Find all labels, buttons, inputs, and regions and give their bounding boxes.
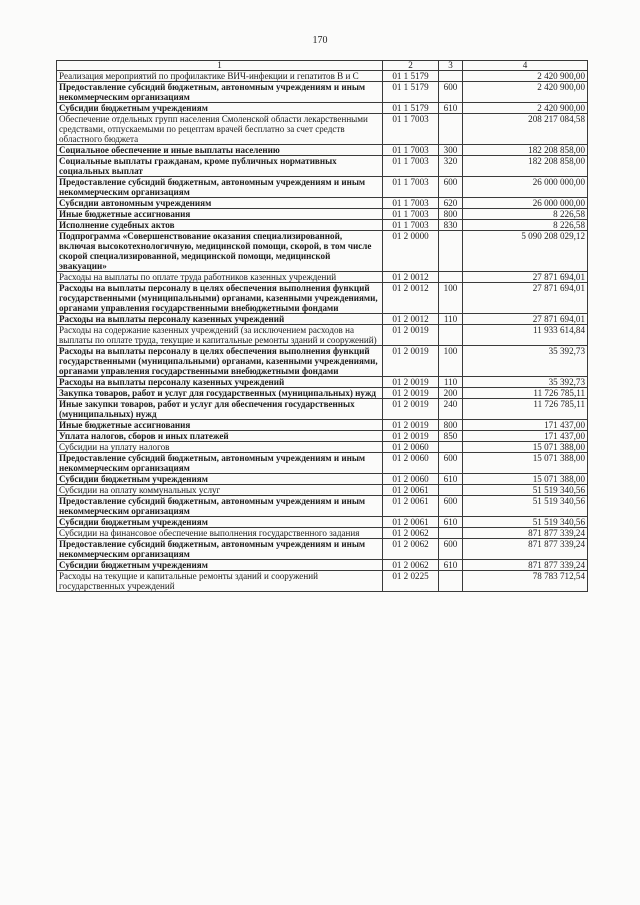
table-row — [57, 177, 588, 198]
table-row — [57, 474, 588, 485]
row-target-code: 01 2 0062 — [383, 539, 439, 560]
row-amount: 51 519 340,56 — [463, 517, 588, 528]
row-expense-type — [439, 114, 463, 145]
row-target-code: 01 1 7003 — [383, 209, 439, 220]
row-expense-type — [439, 71, 463, 82]
row-expense-type: 110 — [439, 314, 463, 325]
table-row — [57, 388, 588, 399]
row-description: Субсидии на финансовое обеспечение выполнения государственного задания — [57, 528, 383, 539]
row-description: Расходы на выплаты персоналу в целях обеспечения выполнения функций государственными (муниципальными) органами, казенными учреждениями, органами управления государственными внебюджетными фондами — [57, 283, 383, 314]
row-description: Расходы на текущие и капитальные ремонты зданий и сооружений государственных учреждений — [57, 571, 383, 592]
header-col-4: 4 — [463, 61, 588, 71]
row-expense-type: 610 — [439, 517, 463, 528]
row-target-code: 01 2 0061 — [383, 485, 439, 496]
row-amount: 11 726 785,11 — [463, 388, 588, 399]
row-target-code: 01 1 7003 — [383, 177, 439, 198]
row-target-code: 01 2 0062 — [383, 560, 439, 571]
row-amount: 27 871 694,01 — [463, 272, 588, 283]
row-expense-type: 620 — [439, 198, 463, 209]
row-expense-type — [439, 442, 463, 453]
row-description: Расходы на выплаты по оплате труда работников казенных учреждений — [57, 272, 383, 283]
table-row — [57, 453, 588, 474]
row-description: Субсидии бюджетным учреждениям — [57, 517, 383, 528]
row-description: Предоставление субсидий бюджетным, автономным учреждениям и иным некоммерческим организациям — [57, 82, 383, 103]
table-row — [57, 528, 588, 539]
row-expense-type: 610 — [439, 103, 463, 114]
row-amount: 15 071 388,00 — [463, 453, 588, 474]
table-row — [57, 114, 588, 145]
row-target-code: 01 2 0019 — [383, 325, 439, 346]
row-amount: 182 208 858,00 — [463, 145, 588, 156]
table-row — [57, 198, 588, 209]
row-amount: 15 071 388,00 — [463, 442, 588, 453]
row-target-code: 01 2 0060 — [383, 442, 439, 453]
row-amount: 2 420 900,00 — [463, 82, 588, 103]
row-description: Иные бюджетные ассигнования — [57, 209, 383, 220]
table-row — [57, 346, 588, 377]
row-target-code: 01 2 0019 — [383, 431, 439, 442]
row-target-code: 01 2 0012 — [383, 283, 439, 314]
row-amount: 871 877 339,24 — [463, 560, 588, 571]
row-target-code: 01 2 0060 — [383, 453, 439, 474]
row-target-code: 01 1 7003 — [383, 220, 439, 231]
header-col-3: 3 — [439, 61, 463, 71]
row-expense-type: 800 — [439, 209, 463, 220]
row-description: Расходы на содержание казенных учреждений (за исключением расходов на выплаты по оплате труда, текущие и капитальные ремонты зданий и сооружений) — [57, 325, 383, 346]
row-target-code: 01 1 7003 — [383, 156, 439, 177]
row-expense-type: 100 — [439, 283, 463, 314]
row-amount: 35 392,73 — [463, 377, 588, 388]
row-description: Иные закупки товаров, работ и услуг для обеспечения государственных (муниципальных) нужд — [57, 399, 383, 420]
row-amount: 5 090 208 029,12 — [463, 231, 588, 272]
row-description: Субсидии на уплату налогов — [57, 442, 383, 453]
row-target-code: 01 2 0012 — [383, 314, 439, 325]
row-target-code: 01 2 0225 — [383, 571, 439, 592]
row-description: Расходы на выплаты персоналу в целях обеспечения выполнения функций государственными (муниципальными) органами, казенными учреждениями, органами управления государственными внебюджетными фондами — [57, 346, 383, 377]
row-target-code: 01 2 0019 — [383, 377, 439, 388]
table-row — [57, 325, 588, 346]
row-amount: 15 071 388,00 — [463, 474, 588, 485]
row-target-code: 01 2 0062 — [383, 528, 439, 539]
row-description: Социальное обеспечение и иные выплаты населению — [57, 145, 383, 156]
table-row — [57, 571, 588, 592]
row-description: Подпрограмма «Совершенствование оказания специализированной, включая высокотехнологичную, медицинской помощи, скорой, в том числе скорой специализированной, медицинской помощи, медицинской эвакуации» — [57, 231, 383, 272]
row-description: Предоставление субсидий бюджетным, автономным учреждениям и иным некоммерческим организациям — [57, 496, 383, 517]
row-expense-type: 240 — [439, 399, 463, 420]
row-target-code: 01 2 0019 — [383, 388, 439, 399]
row-description: Исполнение судебных актов — [57, 220, 383, 231]
row-target-code: 01 1 5179 — [383, 71, 439, 82]
row-target-code: 01 2 0060 — [383, 474, 439, 485]
row-amount: 35 392,73 — [463, 346, 588, 377]
row-description: Реализация мероприятий по профилактике ВИЧ-инфекции и гепатитов В и С — [57, 71, 383, 82]
table-row — [57, 103, 588, 114]
row-expense-type: 600 — [439, 539, 463, 560]
row-expense-type — [439, 231, 463, 272]
table-body — [57, 71, 588, 592]
row-amount: 2 420 900,00 — [463, 71, 588, 82]
table-row — [57, 377, 588, 388]
row-amount: 27 871 694,01 — [463, 314, 588, 325]
table-row — [57, 539, 588, 560]
row-target-code: 01 1 7003 — [383, 114, 439, 145]
row-amount: 8 226,58 — [463, 220, 588, 231]
row-target-code: 01 1 7003 — [383, 198, 439, 209]
row-description: Предоставление субсидий бюджетным, автономным учреждениям и иным некоммерческим организациям — [57, 453, 383, 474]
budget-table — [56, 60, 588, 592]
row-description: Социальные выплаты гражданам, кроме публичных нормативных социальных выплат — [57, 156, 383, 177]
row-expense-type — [439, 325, 463, 346]
table-row — [57, 231, 588, 272]
table-row — [57, 485, 588, 496]
table-row — [57, 496, 588, 517]
row-target-code: 01 1 5179 — [383, 103, 439, 114]
row-description: Субсидии бюджетным учреждениям — [57, 560, 383, 571]
row-amount: 11 726 785,11 — [463, 399, 588, 420]
row-amount: 208 217 084,58 — [463, 114, 588, 145]
row-expense-type: 610 — [439, 560, 463, 571]
row-expense-type: 830 — [439, 220, 463, 231]
row-amount: 182 208 858,00 — [463, 156, 588, 177]
row-description: Субсидии автономным учреждениям — [57, 198, 383, 209]
row-target-code: 01 2 0012 — [383, 272, 439, 283]
row-description: Иные бюджетные ассигнования — [57, 420, 383, 431]
row-expense-type: 850 — [439, 431, 463, 442]
table-row — [57, 145, 588, 156]
row-amount: 8 226,58 — [463, 209, 588, 220]
table-row — [57, 283, 588, 314]
row-target-code: 01 2 0061 — [383, 496, 439, 517]
row-expense-type: 600 — [439, 453, 463, 474]
row-amount: 78 783 712,54 — [463, 571, 588, 592]
row-expense-type: 100 — [439, 346, 463, 377]
table-row — [57, 209, 588, 220]
row-target-code: 01 1 7003 — [383, 145, 439, 156]
table-row — [57, 156, 588, 177]
table-row — [57, 272, 588, 283]
table-row — [57, 71, 588, 82]
row-description: Закупка товаров, работ и услуг для государственных (муниципальных) нужд — [57, 388, 383, 399]
table-row — [57, 560, 588, 571]
row-expense-type: 110 — [439, 377, 463, 388]
row-amount: 51 519 340,56 — [463, 496, 588, 517]
row-target-code: 01 2 0019 — [383, 420, 439, 431]
row-target-code: 01 1 5179 — [383, 82, 439, 103]
row-amount: 871 877 339,24 — [463, 539, 588, 560]
table-row — [57, 442, 588, 453]
row-expense-type: 320 — [439, 156, 463, 177]
row-description: Субсидии бюджетным учреждениям — [57, 474, 383, 485]
table-row — [57, 517, 588, 528]
table-row — [57, 420, 588, 431]
row-description: Расходы на выплаты персоналу казенных учреждений — [57, 314, 383, 325]
row-amount: 171 437,00 — [463, 420, 588, 431]
table-row — [57, 82, 588, 103]
row-target-code: 01 2 0061 — [383, 517, 439, 528]
page-number: 170 — [312, 35, 328, 46]
row-amount: 51 519 340,56 — [463, 485, 588, 496]
row-description: Уплата налогов, сборов и иных платежей — [57, 431, 383, 442]
row-description: Предоставление субсидий бюджетным, автономным учреждениям и иным некоммерческим организациям — [57, 177, 383, 198]
row-target-code: 01 2 0019 — [383, 346, 439, 377]
header-row — [57, 61, 588, 71]
row-description: Субсидии на оплату коммунальных услуг — [57, 485, 383, 496]
table-row — [57, 399, 588, 420]
row-expense-type: 300 — [439, 145, 463, 156]
header-col-2: 2 — [383, 61, 439, 71]
row-amount: 26 000 000,00 — [463, 177, 588, 198]
row-description: Обеспечение отдельных групп населения Смоленской области лекарственными средствами, отпускаемыми по рецептам врачей бесплатно за счет средств областного бюджета — [57, 114, 383, 145]
header-col-1: 1 — [57, 61, 383, 71]
row-amount: 2 420 900,00 — [463, 103, 588, 114]
row-description: Субсидии бюджетным учреждениям — [57, 103, 383, 114]
row-target-code: 01 2 0019 — [383, 399, 439, 420]
row-amount: 26 000 000,00 — [463, 198, 588, 209]
row-expense-type — [439, 528, 463, 539]
row-expense-type — [439, 272, 463, 283]
row-amount: 171 437,00 — [463, 431, 588, 442]
row-amount: 871 877 339,24 — [463, 528, 588, 539]
row-expense-type: 800 — [439, 420, 463, 431]
row-amount: 27 871 694,01 — [463, 283, 588, 314]
row-expense-type: 600 — [439, 82, 463, 103]
table-header — [57, 61, 588, 71]
row-expense-type: 610 — [439, 474, 463, 485]
table-row — [57, 314, 588, 325]
row-expense-type: 600 — [439, 496, 463, 517]
table-row — [57, 220, 588, 231]
row-expense-type: 600 — [439, 177, 463, 198]
row-amount: 11 933 614,84 — [463, 325, 588, 346]
row-description: Предоставление субсидий бюджетным, автономным учреждениям и иным некоммерческим организациям — [57, 539, 383, 560]
row-expense-type — [439, 485, 463, 496]
row-description: Расходы на выплаты персоналу казенных учреждений — [57, 377, 383, 388]
row-target-code: 01 2 0000 — [383, 231, 439, 272]
row-expense-type: 200 — [439, 388, 463, 399]
row-expense-type — [439, 571, 463, 592]
table-row — [57, 431, 588, 442]
